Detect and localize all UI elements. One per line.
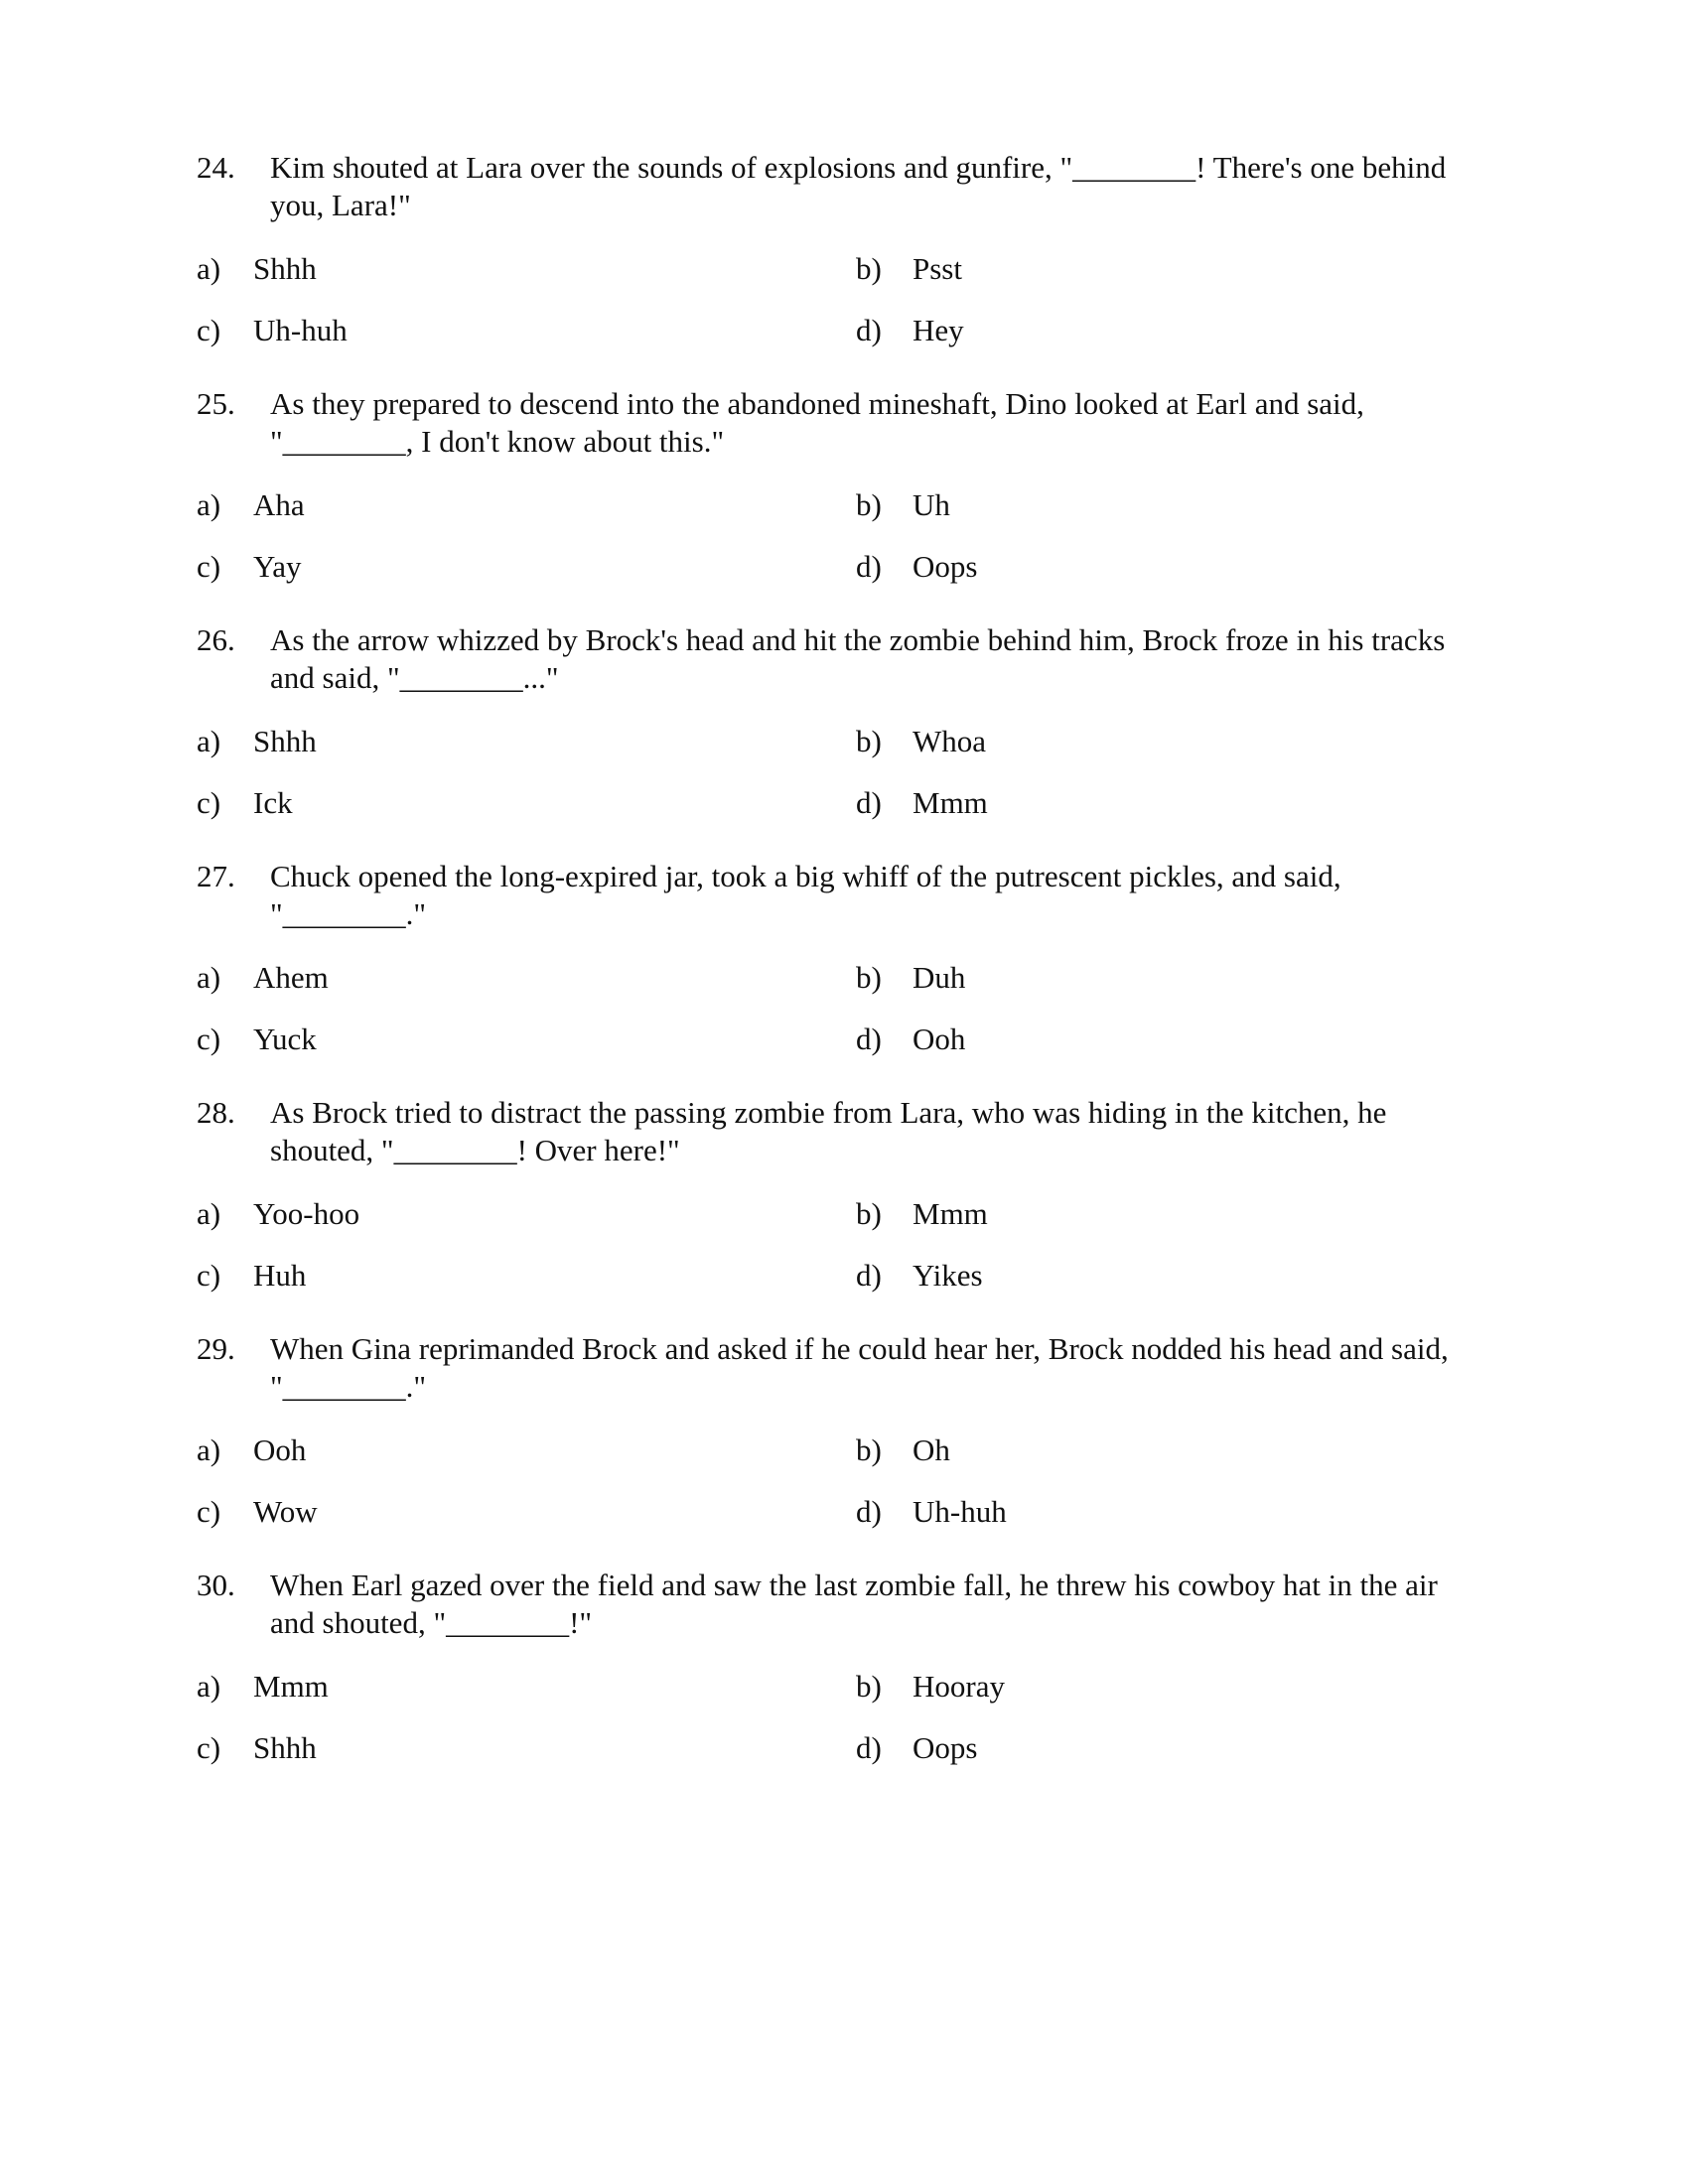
choice-text: Yoo-hoo <box>253 1196 360 1231</box>
choice-letter: a) <box>197 1669 221 1704</box>
question-text: As the arrow whizzed by Brock's head and hit the zombie behind him, Brock froze in his tracks and said, "________..." <box>270 622 1446 695</box>
choice-letter: a) <box>197 724 221 758</box>
choice-text: Yay <box>253 549 302 584</box>
question-text: As Brock tried to distract the passing zombie from Lara, who was hiding in the kitchen, he shouted, "________! Over here!" <box>270 1095 1387 1167</box>
question-number: 30. <box>197 1568 235 1602</box>
question-text: As they prepared to descend into the abandoned mineshaft, Dino looked at Earl and said, "________, I don't know about this." <box>270 386 1364 459</box>
choice-letter: b) <box>856 724 882 758</box>
choice-text: Uh-huh <box>913 1494 1007 1529</box>
choice-letter: a) <box>197 487 221 522</box>
choice-text: Ooh <box>253 1433 307 1467</box>
choice-letter: c) <box>197 1022 221 1056</box>
choice-text: Whoa <box>913 724 987 758</box>
choice-text: Mmm <box>913 785 988 820</box>
answer-choices <box>197 959 1487 1058</box>
choice-letter: c) <box>197 549 221 584</box>
question-text: When Gina reprimanded Brock and asked if he could hear her, Brock nodded his head and said, "________." <box>270 1331 1449 1404</box>
answer-choices <box>197 723 1487 822</box>
choice-text: Huh <box>253 1258 307 1293</box>
choice-letter: b) <box>856 960 882 995</box>
choice-letter: d) <box>856 1258 882 1293</box>
question-prompt <box>197 1094 1487 1169</box>
choice-letter: a) <box>197 251 221 286</box>
question-number: 27. <box>197 859 235 893</box>
answer-choices <box>197 486 1487 586</box>
question-prompt <box>197 858 1487 933</box>
choice-text: Yikes <box>913 1258 983 1293</box>
choice-letter: a) <box>197 1196 221 1231</box>
question-prompt <box>197 385 1487 461</box>
choice-text: Uh <box>913 487 950 522</box>
choice-letter: a) <box>197 960 221 995</box>
question-prompt <box>197 149 1487 224</box>
question-prompt <box>197 621 1487 697</box>
choice-letter: c) <box>197 313 221 347</box>
question-27 <box>197 858 1487 1058</box>
choice-letter: d) <box>856 1022 882 1056</box>
choice-letter: d) <box>856 1730 882 1765</box>
choice-text: Wow <box>253 1494 318 1529</box>
choice-text: Uh-huh <box>253 313 348 347</box>
question-28 <box>197 1094 1487 1295</box>
question-number: 28. <box>197 1095 235 1130</box>
choice-text: Aha <box>253 487 305 522</box>
choice-letter: c) <box>197 1494 221 1529</box>
question-text: When Earl gazed over the field and saw the last zombie fall, he threw his cowboy hat in the air and shouted, "________!" <box>270 1568 1438 1640</box>
question-25 <box>197 385 1487 586</box>
choice-letter: d) <box>856 1494 882 1529</box>
question-26 <box>197 621 1487 822</box>
question-number: 24. <box>197 150 235 185</box>
choice-text: Shhh <box>253 724 317 758</box>
question-29 <box>197 1330 1487 1531</box>
choice-text: Ahem <box>253 960 329 995</box>
choice-letter: b) <box>856 1433 882 1467</box>
question-prompt <box>197 1567 1487 1642</box>
answer-choices <box>197 1195 1487 1295</box>
choice-text: Yuck <box>253 1022 317 1056</box>
question-text: Chuck opened the long-expired jar, took a big whiff of the putrescent pickles, and said, "________." <box>270 859 1341 931</box>
choice-text: Hooray <box>913 1669 1005 1704</box>
choice-letter: b) <box>856 487 882 522</box>
choice-letter: b) <box>856 251 882 286</box>
question-30 <box>197 1567 1487 1767</box>
question-number: 26. <box>197 622 235 657</box>
answer-choices <box>197 1668 1487 1767</box>
choice-letter: d) <box>856 549 882 584</box>
choice-text: Psst <box>913 251 962 286</box>
choice-text: Mmm <box>253 1669 329 1704</box>
answer-choices <box>197 1432 1487 1531</box>
choice-text: Shhh <box>253 251 317 286</box>
choice-text: Hey <box>913 313 964 347</box>
choice-letter: c) <box>197 1258 221 1293</box>
choice-text: Ick <box>253 785 293 820</box>
choice-text: Shhh <box>253 1730 317 1765</box>
choice-text: Duh <box>913 960 966 995</box>
choice-text: Oh <box>913 1433 950 1467</box>
question-number: 29. <box>197 1331 235 1366</box>
choice-text: Mmm <box>913 1196 988 1231</box>
question-text: Kim shouted at Lara over the sounds of explosions and gunfire, "________! There's one behind you, Lara!" <box>270 150 1447 222</box>
choice-letter: b) <box>856 1196 882 1231</box>
choice-text: Oops <box>913 549 978 584</box>
choice-text: Oops <box>913 1730 978 1765</box>
question-prompt <box>197 1330 1487 1406</box>
choice-letter: d) <box>856 313 882 347</box>
answer-choices <box>197 250 1487 349</box>
choice-letter: c) <box>197 785 221 820</box>
question-number: 25. <box>197 386 235 421</box>
choice-text: Ooh <box>913 1022 966 1056</box>
choice-letter: d) <box>856 785 882 820</box>
choice-letter: c) <box>197 1730 221 1765</box>
choice-letter: b) <box>856 1669 882 1704</box>
choice-letter: a) <box>197 1433 221 1467</box>
question-24 <box>197 149 1487 349</box>
